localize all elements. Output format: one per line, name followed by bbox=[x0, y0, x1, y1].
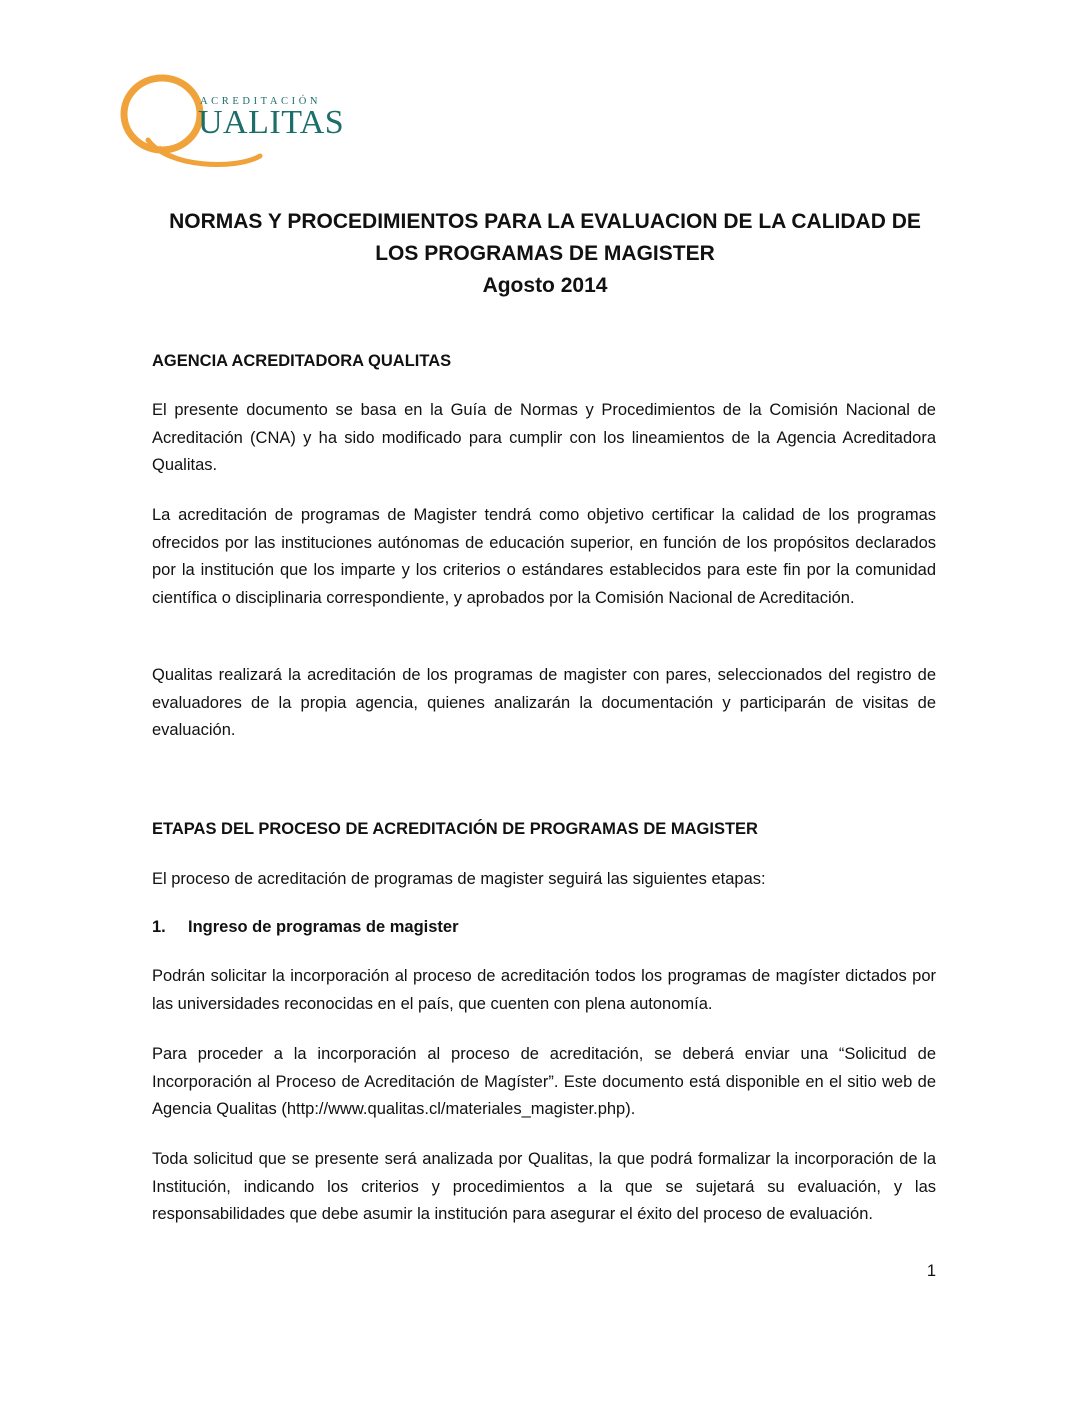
section-heading-etapas: ETAPAS DEL PROCESO DE ACREDITACIÓN DE PROGRAMAS DE MAGISTER bbox=[152, 820, 758, 838]
paragraph-solicitud: Para proceder a la incorporación al proceso de acreditación, se deberá enviar una “Solicitud de Incorporación al Proceso de Acreditación de Magíster”. Este documento está disponible en el sitio web de Agencia Qualitas (http://www.qualitas.cl/materiales_magister.php). bbox=[152, 1045, 936, 1119]
logo-top-text: ACREDITACIÓN bbox=[200, 96, 322, 107]
numbered-heading-ingreso bbox=[152, 916, 936, 938]
document-title-line-1: NORMAS Y PROCEDIMIENTOS PARA LA EVALUACION DE LA CALIDAD DE bbox=[169, 210, 921, 233]
document-title-line-2: LOS PROGRAMAS DE MAGISTER bbox=[375, 242, 715, 265]
qualitas-logo bbox=[118, 70, 358, 180]
page-number: 1 bbox=[926, 1262, 936, 1280]
paragraph-podran: Podrán solicitar la incorporación al proceso de acreditación todos los programas de magíster dictados por las universidades reconocidas en el país, que cuenten con plena autonomía. bbox=[152, 967, 936, 1013]
numbered-heading-title: Ingreso de programas de magister bbox=[188, 918, 459, 936]
section-heading-agencia: AGENCIA ACREDITADORA QUALITAS bbox=[152, 352, 452, 370]
logo-main-text: UALITAS bbox=[198, 104, 345, 141]
paragraph-etapas-intro: El proceso de acreditación de programas de magister seguirá las siguientes etapas: bbox=[152, 870, 766, 888]
document-date: Agosto 2014 bbox=[482, 274, 608, 297]
paragraph-analisis: Toda solicitud que se presente será analizada por Qualitas, la que podrá formalizar la incorporación de la Institución, indicando los criterios y procedimientos a la que se sujetará su evaluación, y las responsabilidades que debe asumir la institución para asegurar el éxito del proceso de evaluación. bbox=[152, 1150, 936, 1224]
numbered-heading-number: 1. bbox=[152, 918, 166, 936]
paragraph-intro: El presente documento se basa en la Guía de Normas y Procedimientos de la Comisión Nacional de Acreditación (CNA) y ha sido modificado para cumplir con los lineamientos de la Agencia Acreditadora Qualitas. bbox=[152, 401, 936, 475]
paragraph-objetivo: La acreditación de programas de Magister tendrá como objetivo certificar la calidad de los programas ofrecidos por las instituciones autónomas de educación superior, en función de los propósitos declarados por la institución que los imparte y los criterios o estándares establecidos para este fin por la comunidad científica o disciplinaria correspondiente, y aprobados por la Comisión Nacional de Acreditación. bbox=[152, 506, 936, 607]
paragraph-pares: Qualitas realizará la acreditación de los programas de magister con pares, seleccionados del registro de evaluadores de la propia agencia, quienes analizarán la documentación y participarán de visitas de evaluación. bbox=[152, 666, 936, 740]
